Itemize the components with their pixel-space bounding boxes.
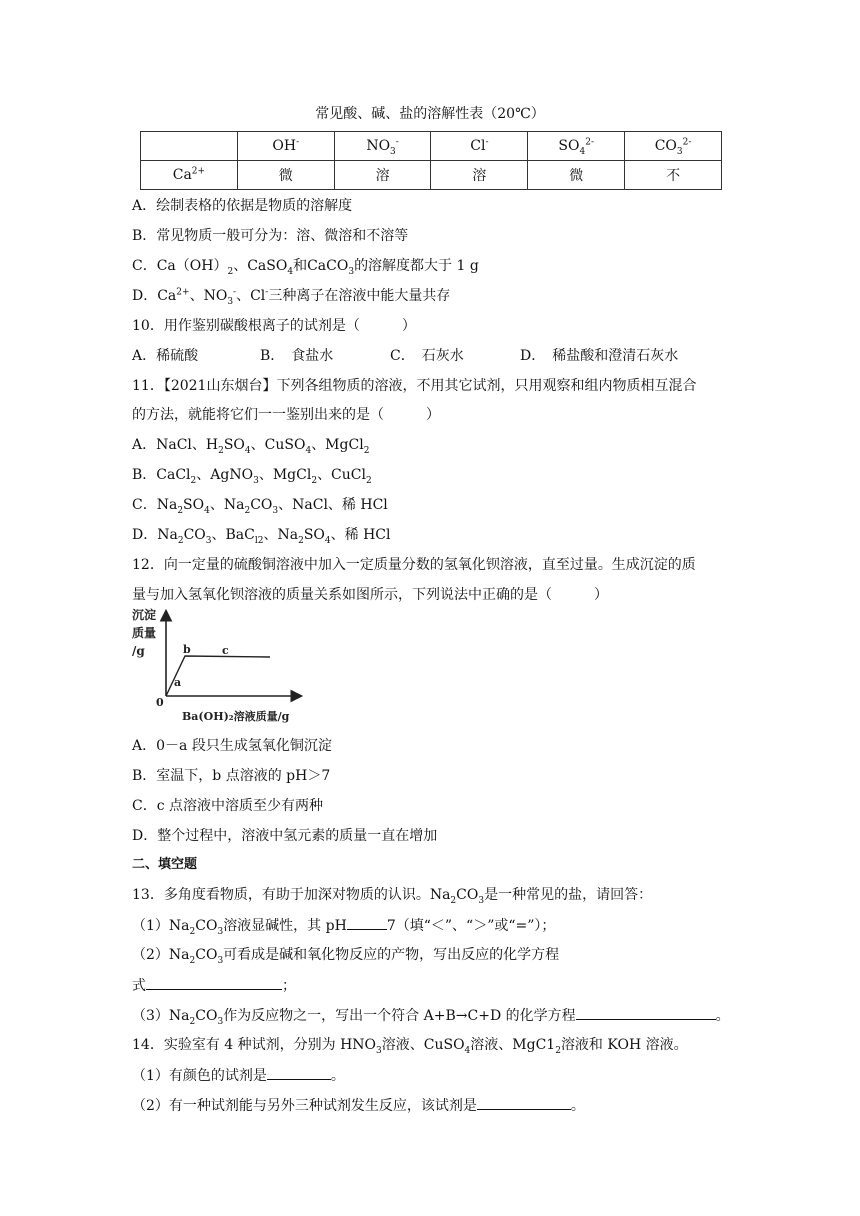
table-cell: 微	[237, 161, 334, 190]
q11-option-c: C．$Na_2SO_4$、$Na_2CO_3$、NaCl、稀 HCl	[132, 497, 388, 516]
header-co3: $CO_3^{2-}$	[625, 132, 722, 161]
q10-options	[132, 346, 678, 366]
answer-blank[interactable]	[267, 1065, 331, 1080]
q14-stem: 14．实验室有 4 种试剂，分别为 $HNO_3$溶液、CuSO$_4$溶液、$MgC1_2$溶液和 KOH 溶液。	[132, 1037, 688, 1056]
row-ion-ca: $Ca^{2+}$	[141, 161, 238, 190]
q10-stem: 10．用作鉴别碳酸根离子的试剂是（ ）	[132, 318, 416, 334]
point-a-label: a	[174, 676, 182, 689]
answer-blank[interactable]	[146, 975, 282, 990]
q9-option-c: C．$Ca(OH)_2$、CaSO$_4$和CaCO$_3$的溶解度都大于 1 g	[132, 258, 479, 277]
q10-option-b: B． 食盐水	[260, 348, 334, 364]
table-corner-cell	[141, 132, 238, 161]
q13-sub2-line2: 式 ；	[132, 975, 296, 996]
section-heading: 二、填空题	[132, 857, 198, 872]
answer-blank[interactable]	[576, 1005, 716, 1020]
q9-option-a: A．绘制表格的依据是物质的溶解度	[132, 198, 353, 214]
q9-option-b: B．常见物质一般可分为：溶、微溶和不溶等	[132, 228, 409, 244]
table-row	[141, 161, 722, 190]
table-header-row	[141, 132, 722, 161]
q11-option-d: D．$Na_2CO_3$、BaC$_{l2}$、$Na_2SO_4$、稀 HCl	[132, 527, 391, 546]
q13-stem: 13．多角度看物质，有助于加深对物质的认识。$Na_2CO_3$是一种常见的盐，请回答：	[132, 887, 653, 906]
y-label-1: 沉淀	[132, 608, 157, 622]
q12-stem-line2: 量与加入氢氧化钡溶液的质量关系如图所示，下列说法中正确的是（ ）	[132, 587, 608, 603]
table-cell: 微	[528, 161, 625, 190]
q13-sub1: $(1)Na_2CO_3$溶液显碱性，其 pH 7（填“＜”、“＞”或“=”）；	[132, 915, 555, 936]
y-label-2: 质量	[132, 626, 157, 640]
q10-option-a: A．稀硫酸	[132, 348, 199, 364]
y-label-3: /g	[132, 644, 145, 658]
table-cell: 溶	[334, 161, 431, 190]
answer-blank[interactable]	[347, 915, 387, 930]
q9-option-d: D．$Ca^{2+}$、$NO_3^-$、Cl-三种离子在溶液中能大量共存	[132, 287, 451, 307]
q12-option-a: A．0－a 段只生成氢氧化铜沉淀	[132, 738, 332, 754]
q12-option-b: B．室温下，b 点溶液的 pH＞7	[132, 768, 331, 784]
q10-option-c: C． 石灰水	[390, 348, 464, 364]
q12-option-c: C．c 点溶液中溶质至少有两种	[132, 798, 324, 814]
q13-sub3: $(3)Na_2CO_3$作为反应物之一，写出一个符合 A+B→C+D 的化学方程 。	[132, 1005, 730, 1026]
header-so4: $SO_4^{2-}$	[528, 132, 625, 161]
origin-label: 0	[156, 696, 164, 709]
table-cell: 溶	[431, 161, 528, 190]
x-axis-label: Ba(OH)₂溶液质量/g	[182, 710, 290, 723]
q14-sub1: （1）有颜色的试剂是 。	[132, 1065, 345, 1086]
curve-line	[166, 656, 270, 696]
q11-stem-line1: 11．【2021山东烟台】下列各组物质的溶液，不用其它试剂，只用观察和组内物质相互混合	[132, 378, 697, 394]
header-oh: OH-	[237, 132, 334, 161]
header-no3: $NO_3^-$	[334, 132, 431, 161]
q14-sub2: （2）有一种试剂能与另外三种试剂发生反应，该试剂是 。	[132, 1095, 585, 1116]
point-c-label: c	[222, 644, 229, 657]
q11-option-a: A．NaCl、$H_2SO_4$、CuSO$_4$、MgCl$_2$	[132, 437, 370, 456]
q12-option-d: D．整个过程中，溶液中氢元素的质量一直在增加	[132, 828, 438, 844]
q13-sub2-line1: $(2)Na_2CO_3$可看成是碱和氧化物反应的产物，写出反应的化学方程	[132, 947, 560, 966]
q11-stem-line2: 的方法，就能将它们一一鉴别出来的是（ ）	[132, 407, 440, 423]
header-cl: Cl-	[431, 132, 528, 161]
solubility-table	[140, 131, 722, 190]
table-cell: 不	[625, 161, 722, 190]
q11-option-b: B．CaCl$_2$、AgNO$_3$、MgCl$_2$、CuCl$_2$	[132, 467, 372, 486]
q10-option-d: D． 稀盐酸和澄清石灰水	[520, 348, 679, 364]
table-title: 常见酸、碱、盐的溶解性表（20℃）	[315, 106, 545, 122]
q12-stem-line1: 12．向一定量的硫酸铜溶液中加入一定质量分数的氢氧化钡溶液，直至过量。生成沉淀的质	[132, 557, 696, 573]
answer-blank[interactable]	[477, 1095, 571, 1110]
point-b-label: b	[183, 643, 191, 656]
precipitate-mass-graph	[128, 602, 308, 730]
